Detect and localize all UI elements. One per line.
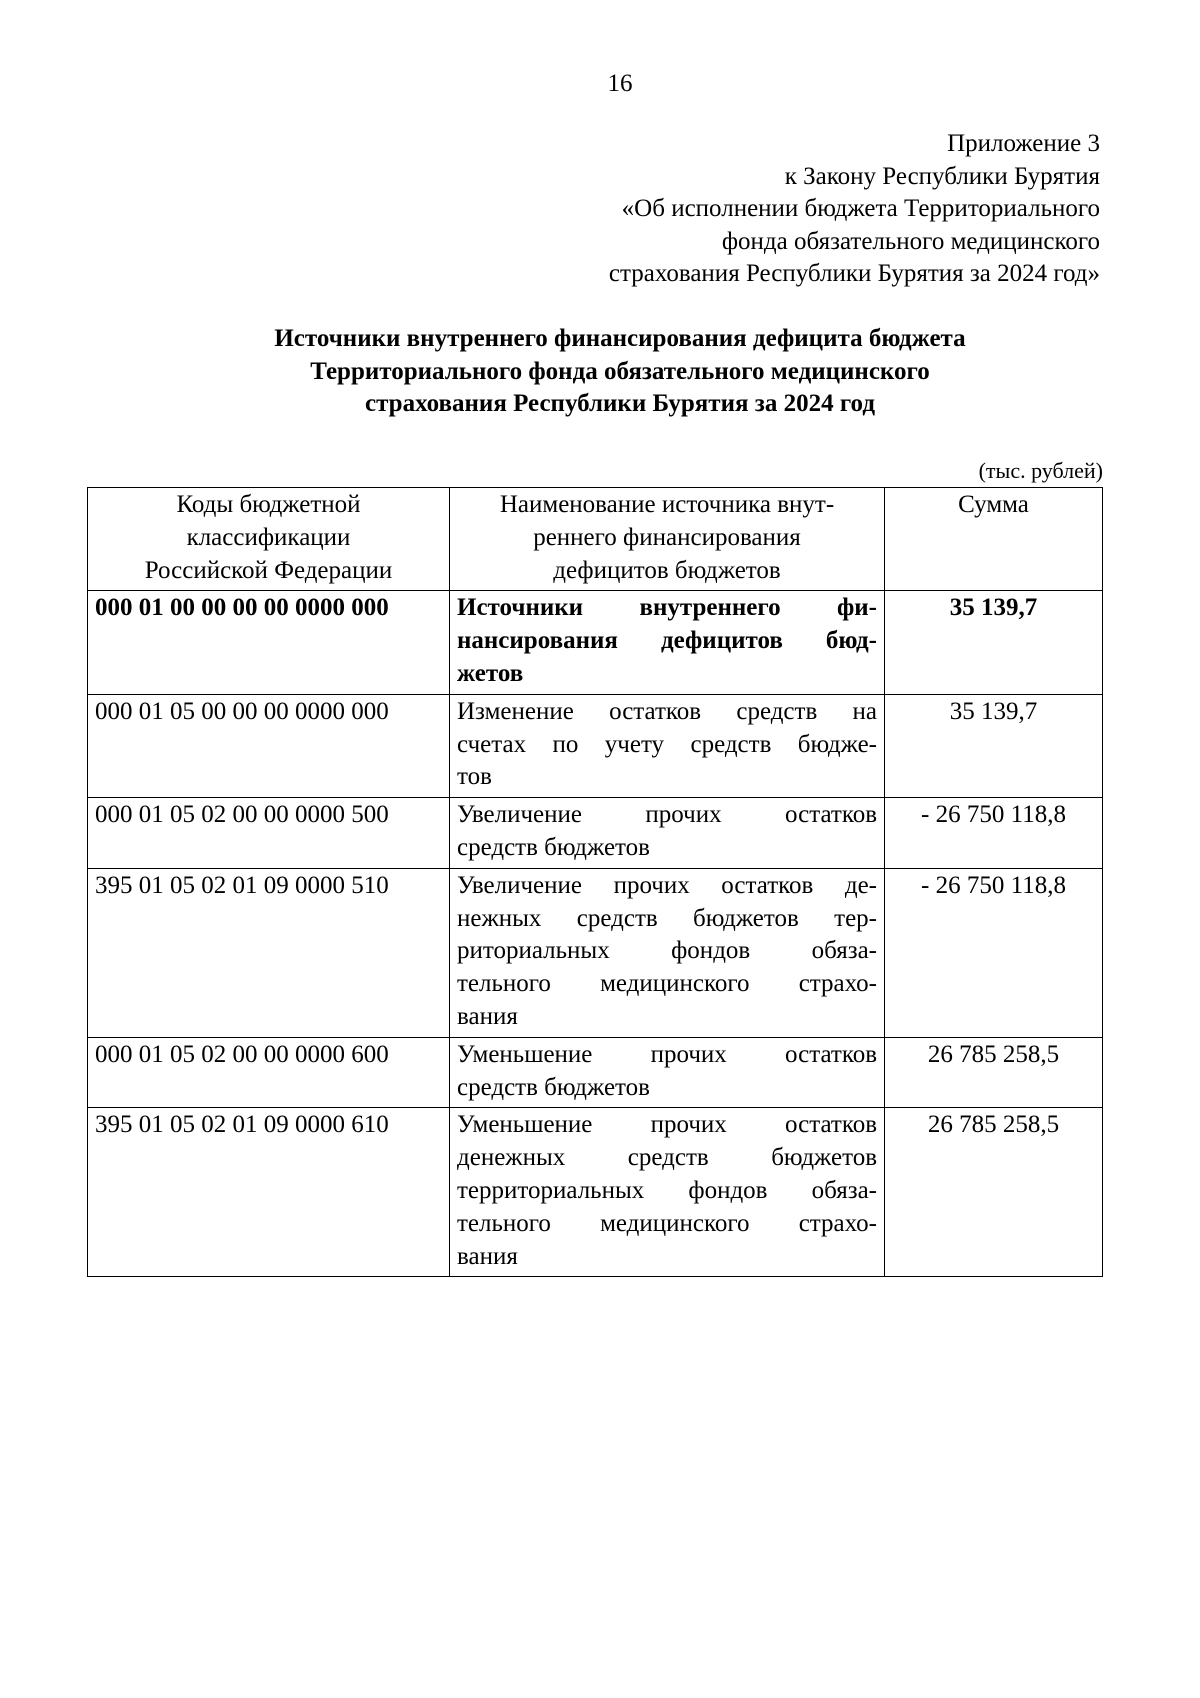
appendix-line: фонда обязательного медицинского: [721, 227, 1100, 255]
amount: 35 139,7: [885, 591, 1103, 694]
appendix-line: к Закону Республики Бурятия: [784, 162, 1100, 190]
amount: - 26 750 118,8: [885, 798, 1103, 869]
header-sum: [885, 488, 1103, 591]
appendix-line: «Об исполнении бюджета Территориального: [621, 195, 1100, 222]
budget-code: 000 01 05 02 00 00 0000 600: [88, 1037, 450, 1108]
appendix-line: Приложение 3: [947, 130, 1100, 157]
name-line: средств бюджетов: [457, 1073, 650, 1101]
header-line: Коды бюджетной: [176, 491, 361, 518]
header-line: Наименование источника внут-: [499, 491, 835, 518]
name-line: денежных средств бюджетов: [457, 1144, 877, 1172]
budget-code: 000 01 00 00 00 00 0000 000: [88, 591, 450, 694]
amount: 26 785 258,5: [885, 1037, 1103, 1108]
table-row: [88, 798, 1103, 869]
name-line: Уменьшение прочих остатков: [457, 1111, 877, 1139]
name-line: тов: [457, 763, 492, 791]
name-line: счетах по учету средств бюдже-: [457, 730, 877, 758]
header-line: Сумма: [958, 491, 1029, 518]
source-name: [450, 868, 885, 1037]
name-line: территориальных фондов обяза-: [457, 1176, 877, 1204]
name-line: Источники внутреннего фи-: [457, 594, 877, 622]
name-line: жетов: [457, 659, 524, 687]
table-row: [88, 868, 1103, 1037]
name-line: вания: [457, 1002, 518, 1030]
document-title: [0, 323, 1200, 421]
name-line: вания: [457, 1242, 518, 1270]
header-line: дефицитов бюджетов: [553, 556, 781, 584]
amount: - 26 750 118,8: [885, 868, 1103, 1037]
table-header-row: [88, 488, 1103, 591]
name-line: риториальных фондов обяза-: [457, 937, 877, 965]
header-code: [88, 488, 450, 591]
table-row: [88, 1037, 1103, 1108]
name-line: Увеличение прочих остатков де-: [457, 871, 877, 899]
name-line: нежных средств бюджетов тер-: [457, 904, 877, 932]
title-line: Территориального фонда обязательного медицинского: [310, 357, 930, 385]
name-line: Изменение остатков средств на: [457, 697, 877, 725]
source-name: [450, 798, 885, 869]
source-name: [450, 1108, 885, 1277]
table-row: [88, 591, 1103, 694]
table-row: [88, 694, 1103, 797]
header-name: [450, 488, 885, 591]
title-line: Источники внутреннего финансирования дефицита бюджета: [274, 325, 966, 352]
appendix-line: страхования Республики Бурятия за 2024 год»: [608, 260, 1100, 287]
unit-label: (тыс. рублей): [978, 458, 1103, 483]
source-name: [450, 1037, 885, 1108]
name-line: Увеличение прочих остатков: [457, 801, 877, 829]
amount: 35 139,7: [885, 694, 1103, 797]
budget-code: 000 01 05 00 00 00 0000 000: [88, 694, 450, 797]
source-name: [450, 591, 885, 694]
name-line: тельного медицинского страхо-: [457, 1209, 877, 1237]
name-line: Уменьшение прочих остатков: [457, 1040, 877, 1068]
budget-code: 395 01 05 02 01 09 0000 510: [88, 868, 450, 1037]
source-name: [450, 694, 885, 797]
title-line: страхования Республики Бурятия за 2024 год: [365, 390, 875, 417]
financing-sources-table: [87, 487, 1103, 1277]
appendix-reference: [609, 128, 1100, 291]
amount: 26 785 258,5: [885, 1108, 1103, 1277]
page-number: 16: [607, 70, 633, 97]
table-row: [88, 1108, 1103, 1277]
name-line: тельного медицинского страхо-: [457, 970, 877, 998]
header-line: реннего финансирования: [533, 523, 801, 551]
header-line: классификации: [186, 523, 351, 551]
name-line: нансирования дефицитов бюд-: [457, 627, 877, 655]
name-line: средств бюджетов: [457, 833, 650, 861]
budget-code: 000 01 05 02 00 00 0000 500: [88, 798, 450, 869]
header-line: Российской Федерации: [144, 556, 393, 584]
budget-code: 395 01 05 02 01 09 0000 610: [88, 1108, 450, 1277]
